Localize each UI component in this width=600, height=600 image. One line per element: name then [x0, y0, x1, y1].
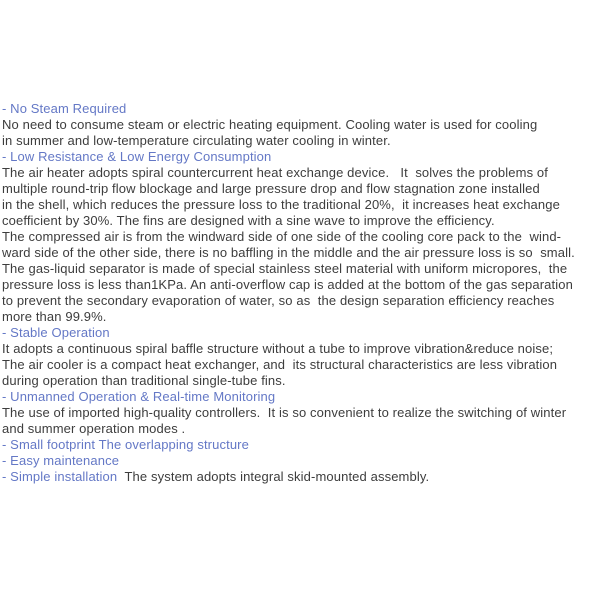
body-text-line: [2, 277, 599, 293]
body-text: ward side of the other side, there is no baffling in the middle and the air pressure loss is so small.: [2, 245, 575, 260]
body-text: The compressed air is from the windward side of one side of the cooling core pack to the wind-: [2, 229, 562, 244]
body-text-line: [2, 293, 599, 309]
body-text: The air heater adopts spiral countercurrent heat exchange device. It solves the problems of: [2, 165, 549, 180]
body-text: The use of imported high-quality controllers. It is so convenient to realize the switching of winter: [2, 405, 567, 420]
body-text-line: [2, 405, 599, 421]
body-text: more than 99.9%.: [2, 309, 107, 324]
body-text: No need to consume steam or electric heating equipment. Cooling water is used for cooling: [2, 117, 538, 132]
feature-heading-line: [2, 389, 599, 405]
body-text-line: [2, 117, 599, 133]
heading-text: - Easy maintenance: [2, 453, 120, 468]
body-text-line: [2, 309, 599, 325]
body-text: multiple round-trip flow blockage and large pressure drop and flow stagnation zone installed: [2, 181, 540, 196]
body-text-line: [2, 213, 599, 229]
body-text-line: [2, 341, 599, 357]
body-text-line: [2, 181, 599, 197]
body-text-line: [2, 421, 599, 437]
body-text: The gas-liquid separator is made of special stainless steel material with uniform micropores, the: [2, 261, 568, 276]
heading-text: - Low Resistance & Low Energy Consumption: [2, 149, 272, 164]
heading-text: - Simple installation: [2, 469, 118, 484]
body-text-line: [2, 357, 599, 373]
body-text: in the shell, which reduces the pressure loss to the traditional 20%, it increases heat exchange: [2, 197, 560, 212]
body-text-line: [2, 469, 599, 485]
body-text-line: [2, 373, 599, 389]
body-text: The air cooler is a compact heat exchanger, and its structural characteristics are less vibration: [2, 357, 558, 372]
heading-text: - Unmanned Operation & Real-time Monitoring: [2, 389, 276, 404]
heading-text: - No Steam Required: [2, 101, 127, 116]
body-text-line: [2, 165, 599, 181]
body-text: The system adopts integral skid-mounted assembly.: [117, 469, 430, 484]
heading-text: - Stable Operation: [2, 325, 110, 340]
feature-heading-line: [2, 453, 599, 469]
body-text-line: [2, 261, 599, 277]
feature-heading-line: [2, 149, 599, 165]
body-text: pressure loss is less than1KPa. An anti-overflow cap is added at the bottom of the gas separation: [2, 277, 573, 292]
body-text: It adopts a continuous spiral baffle structure without a tube to improve vibration&reduce noise;: [2, 341, 554, 356]
body-text-line: [2, 229, 599, 245]
body-text: and summer operation modes .: [2, 421, 186, 436]
body-text: to prevent the secondary evaporation of water, so as the design separation efficiency reaches: [2, 293, 555, 308]
feature-heading-line: [2, 325, 599, 341]
body-text: in summer and low-temperature circulating water cooling in winter.: [2, 133, 391, 148]
heading-text: - Small footprint The overlapping structure: [2, 437, 249, 452]
body-text-line: [2, 133, 599, 149]
body-text-line: [2, 245, 599, 261]
document-body: [2, 101, 599, 485]
body-text-line: [2, 197, 599, 213]
body-text: coefficient by 30%. The fins are designed with a sine wave to improve the efficiency.: [2, 213, 495, 228]
feature-heading-line: [2, 437, 599, 453]
body-text: during operation than traditional single-tube fins.: [2, 373, 286, 388]
feature-heading-line: [2, 101, 599, 117]
